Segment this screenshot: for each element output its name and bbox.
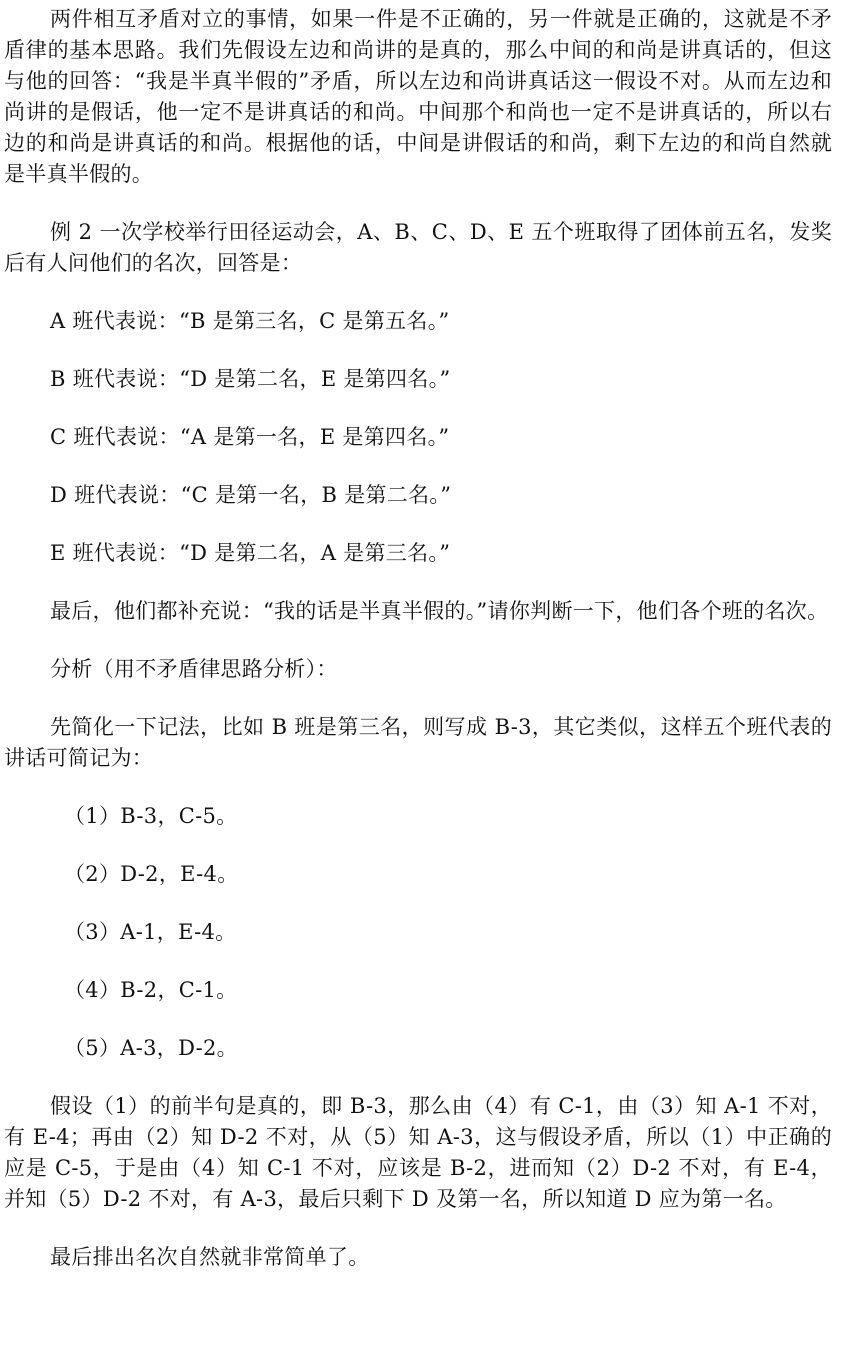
- analysis-heading: 分析（用不矛盾律思路分析）：: [50, 657, 338, 681]
- statement-e: E 班代表说：“D 是第二名，A 是第三名。”: [50, 541, 451, 565]
- notation-paragraph: 先简化一下记法，比如 B 班是第三名，则写成 B-3，其它类似，这样五个班代表的讲话可简记为：: [4, 715, 832, 770]
- notation-item-2: （2）D-2，E-4。: [64, 862, 239, 886]
- notation-item-4: （4）B-2，C-1。: [64, 978, 238, 1002]
- statement-b: B 班代表说：“D 是第二名，E 是第四名。”: [50, 367, 451, 391]
- notation-item-1: （1）B-3，C-5。: [64, 804, 238, 828]
- conclusion-paragraph: 最后排出名次自然就非常简单了。: [50, 1245, 370, 1269]
- statement-c: C 班代表说：“A 是第一名，E 是第四名。”: [50, 425, 450, 449]
- example-2-paragraph: 例 2 一次学校举行田径运动会，A、B、C、D、E 五个班取得了团体前五名，发奖后有人问他们的名次，回答是：: [4, 220, 832, 275]
- final-claim-paragraph: 最后，他们都补充说：“我的话是半真半假的。”请你判断一下，他们各个班的名次。: [50, 599, 829, 623]
- statement-a: A 班代表说：“B 是第三名，C 是第五名。”: [50, 309, 450, 333]
- statement-d: D 班代表说：“C 是第一名，B 是第二名。”: [50, 483, 452, 507]
- notation-item-3: （3）A-1，E-4。: [64, 920, 237, 944]
- reasoning-paragraph: 假设（1）的前半句是真的，即 B-3，那么由（4）有 C-1，由（3）知 A-1 不对，有 E-4；再由（2）知 D-2 不对，从（5）知 A-3，这与假设矛盾，所以（1）中正确的应是 C-5，于是由（4）知 C-1 不对，应该是 B-2，进而知（2）D-2 不对，有 E-4，并知（5）D-2 不对，有 A-3，最后只剩下 D 及第一名，所以知道 D 应为第一名。: [4, 1094, 832, 1211]
- intro-paragraph: 两件相互矛盾对立的事情，如果一件是不正确的，另一件就是正确的，这就是不矛盾律的基本思路。我们先假设左边和尚讲的是真的，那么中间的和尚是讲真话的，但这与他的回答：“我是半真半假的”矛盾，所以左边和尚讲真话这一假设不对。从而左边和尚讲的是假话，他一定不是讲真话的和尚。中间那个和尚也一定不是讲真话的，所以右边的和尚是讲真话的和尚。根据他的话，中间是讲假话的和尚，剩下左边的和尚自然就是半真半假的。: [4, 7, 832, 186]
- notation-item-5: （5）A-3，D-2。: [64, 1036, 238, 1060]
